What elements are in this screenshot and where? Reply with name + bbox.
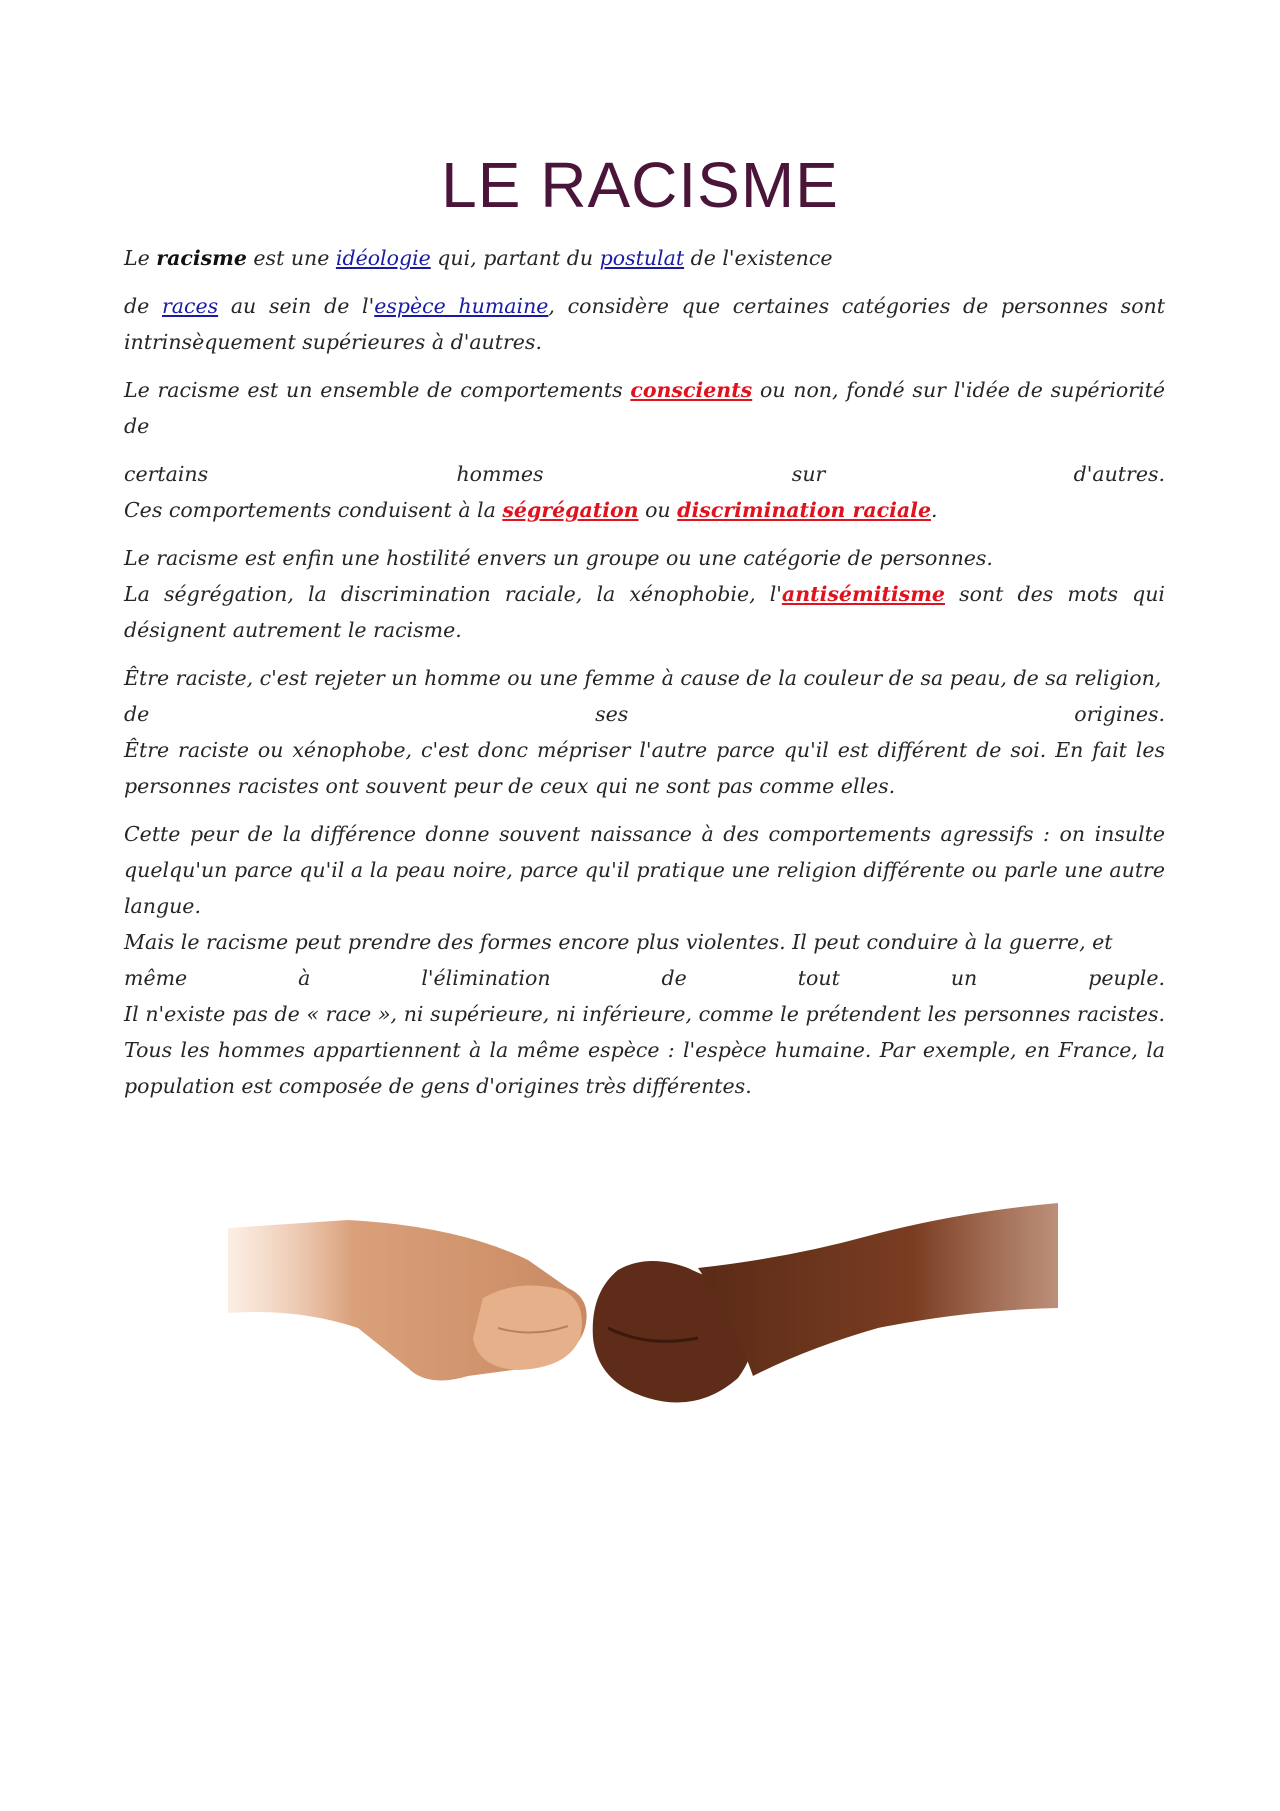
paragraph-definition-line2 [124,288,1165,360]
text: , considère que certaines catégories de personnes sont intrinsèquement supérieures à d'autres. [124,294,1165,354]
text: ou non, fondé sur l'idée de supériorité de [124,378,1165,438]
text: au sein de l' [218,294,375,318]
text: Le racisme est un ensemble de comportements [124,378,631,402]
paragraph-peur [124,816,1165,924]
text: La ségrégation, la discrimination raciale, la xénophobie, l' [124,582,782,606]
text: Mais le racisme peut prendre des formes encore plus violentes. Il peut conduire à la guerre, et [124,930,1113,954]
text: est une [246,246,336,270]
text: de l'existence [684,246,833,270]
term-segregation[interactable]: ségrégation [502,498,639,522]
word: hommes [456,462,544,486]
text: Le [124,246,157,270]
word: sur [791,462,826,486]
link-espece-humaine[interactable]: espèce humaine [374,294,549,318]
text: ou [638,498,678,522]
page-title: LE RACISME [441,149,839,221]
word: certains [124,462,209,486]
paragraph-etre-raciste [124,660,1165,696]
link-races[interactable]: races [161,294,219,318]
word: peuple. [1088,966,1165,990]
word: ses [595,702,629,726]
paragraph-violence [124,924,1165,960]
term-antisemitisme[interactable]: antisémitisme [781,582,945,606]
paragraph-synonymes [124,576,1165,648]
term-conscients[interactable]: conscients [630,378,753,402]
fist-bump-illustration [228,1198,1058,1428]
word: même [124,966,188,990]
text: Être raciste ou xénophobe, c'est donc mépriser l'autre parce qu'il est différent de soi. En fait les personnes racistes ont souvent peur de ceux qui ne sont pas comme elles. [124,738,1165,798]
word: tout [797,966,840,990]
word: d'autres. [1073,462,1165,486]
paragraph-hostilite [124,540,1165,576]
paragraph-xenophobe [124,732,1165,804]
dark-arm [698,1203,1058,1376]
text: sont des mots qui désignent autrement le racisme. [124,582,1165,642]
word: de [124,702,150,726]
word: à [298,966,311,990]
paragraph-segregation [124,492,1165,528]
paragraph-comportements [124,372,1165,444]
link-ideologie[interactable]: idéologie [335,246,431,270]
text: . [931,498,938,522]
paragraph-conclusion [124,996,1165,1104]
term-discrimination-raciale[interactable]: discrimination raciale [677,498,931,522]
text: Être raciste, c'est rejeter un homme ou une femme à cause de la couleur de sa peau, de sa religion, [124,666,1162,690]
word: un [950,966,978,990]
text: Cette peur de la différence donne souvent naissance à des comportements agressifs : on insulte quelqu'un parce qu'il a la peau noire, parce qu'il pratique une religion différente ou parle une autre langue. [124,822,1165,918]
term-racisme: racisme [156,246,247,270]
paragraph-definition-line1 [124,240,1165,276]
justified-line [124,960,1165,996]
word: de [661,966,687,990]
justified-line [124,696,1165,732]
text: qui, partant du [430,246,600,270]
word: l'élimination [421,966,551,990]
text: de [124,294,162,318]
link-postulat[interactable]: postulat [599,246,685,270]
text: Le racisme est enfin une hostilité envers un groupe ou une catégorie de personnes. [124,546,993,570]
text: Il n'existe pas de « race », ni supérieure, ni inférieure, comme le prétendent les personnes racistes. Tous les hommes appartiennent à la même espèce : l'espèce humaine. Par exemple, en France, la population est composée de gens d'origines très différentes. [124,1002,1165,1098]
article-body [124,240,1165,1116]
justified-line [124,456,1165,492]
word: origines. [1074,702,1165,726]
text: Ces comportements conduisent à la [124,498,503,522]
